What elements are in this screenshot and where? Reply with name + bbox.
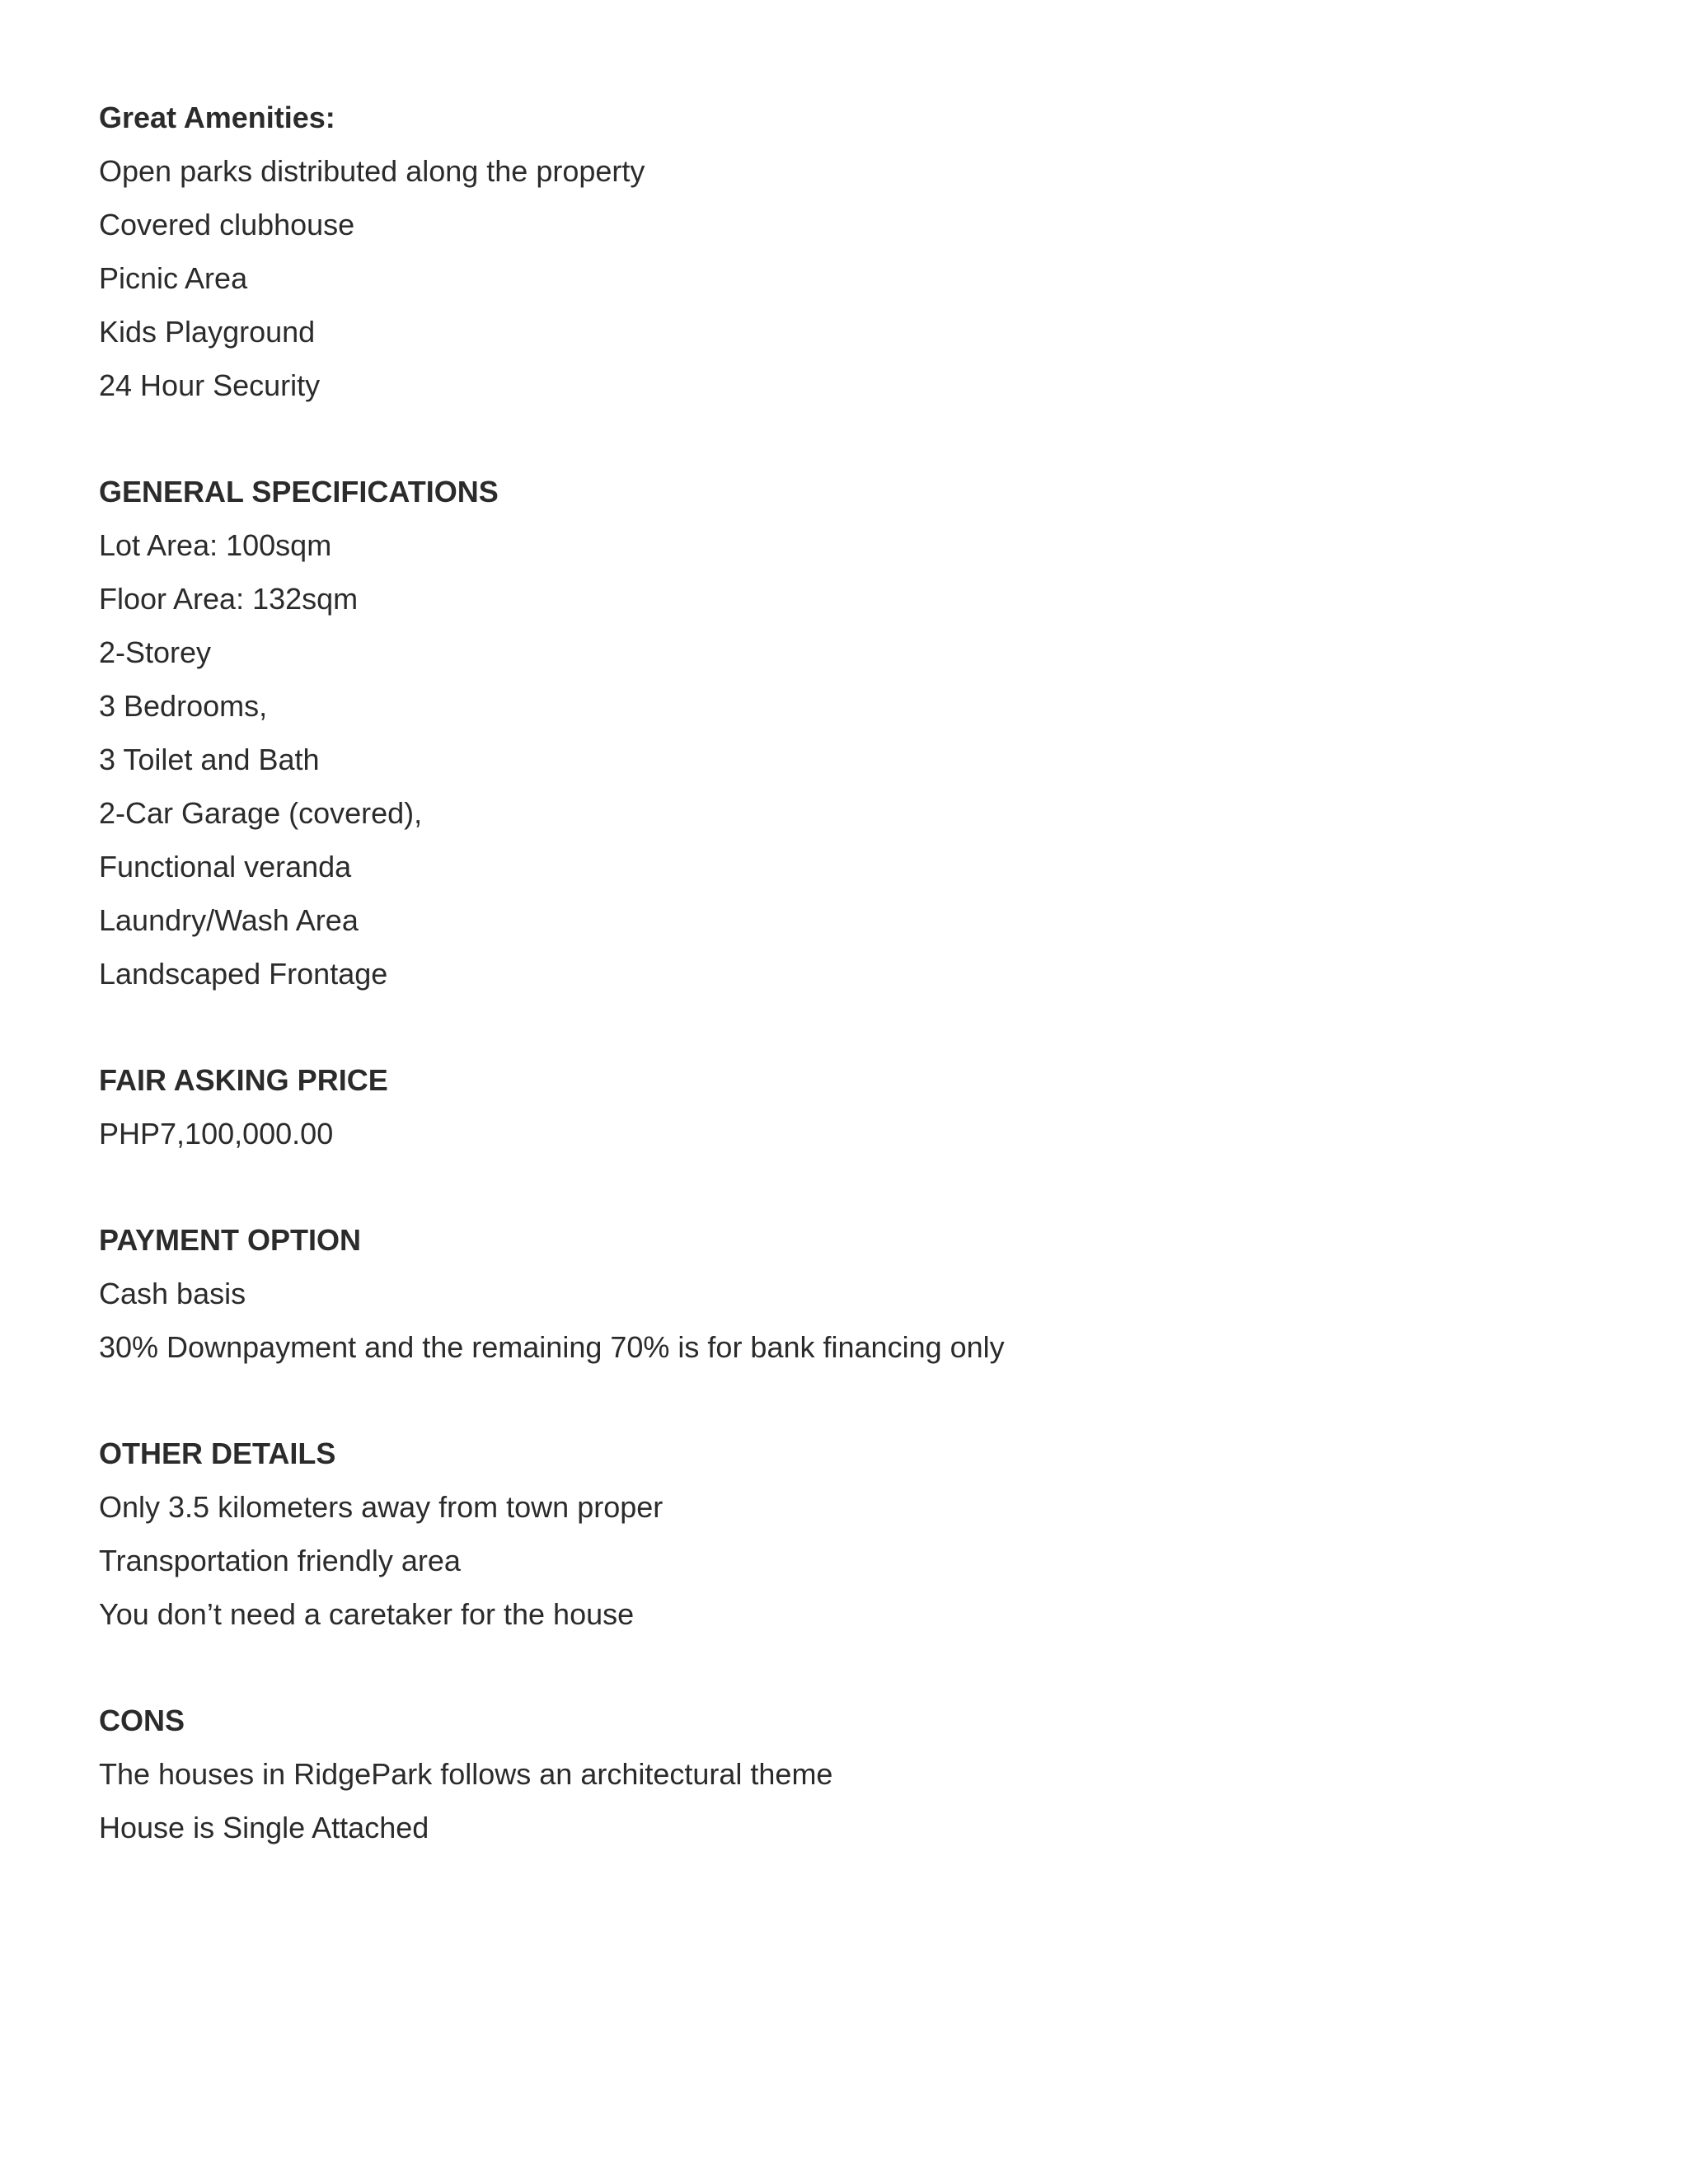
list-item: 3 Bedrooms, (99, 689, 268, 723)
section-fair-asking-price (99, 1053, 1582, 1160)
section-heading: GENERAL SPECIFICATIONS (99, 475, 499, 509)
list-item: Laundry/Wash Area (99, 903, 359, 937)
section-amenities (99, 91, 1582, 412)
list-item: Floor Area: 132sqm (99, 582, 359, 616)
section-heading: OTHER DETAILS (99, 1436, 336, 1470)
list-item: House is Single Attached (99, 1811, 429, 1844)
price-value: PHP7,100,000.00 (99, 1117, 334, 1151)
section-cons (99, 1694, 1582, 1854)
list-item: Transportation friendly area (99, 1544, 461, 1577)
list-item: Picnic Area (99, 261, 248, 295)
list-item: Landscaped Frontage (99, 957, 388, 991)
section-heading: FAIR ASKING PRICE (99, 1063, 388, 1097)
list-item: You don’t need a caretaker for the house (99, 1597, 635, 1631)
list-item: Cash basis (99, 1277, 246, 1310)
list-item: Kids Playground (99, 315, 316, 349)
list-item: Only 3.5 kilometers away from town proper (99, 1490, 663, 1524)
list-item: Covered clubhouse (99, 208, 355, 241)
section-heading: CONS (99, 1704, 185, 1737)
list-item: The houses in RidgePark follows an architectural theme (99, 1757, 833, 1791)
section-heading: Great Amenities: (99, 101, 335, 134)
section-payment-option (99, 1213, 1582, 1374)
section-general-specifications (99, 465, 1582, 1001)
section-heading: PAYMENT OPTION (99, 1223, 362, 1257)
list-item: Open parks distributed along the property (99, 154, 645, 188)
list-item: Lot Area: 100sqm (99, 528, 332, 562)
section-other-details (99, 1427, 1582, 1641)
list-item: 24 Hour Security (99, 368, 321, 402)
list-item: 2-Car Garage (covered), (99, 796, 423, 830)
list-item: 30% Downpayment and the remaining 70% is for bank financing only (99, 1330, 1005, 1364)
document-body (99, 91, 1582, 1907)
list-item: 3 Toilet and Bath (99, 743, 320, 776)
list-item: 2-Storey (99, 635, 212, 669)
list-item: Functional veranda (99, 850, 352, 883)
